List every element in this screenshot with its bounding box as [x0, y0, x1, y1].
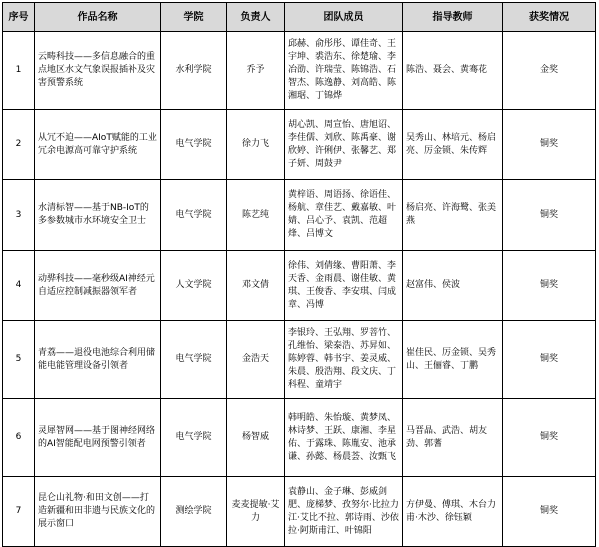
cell-college: 水利学院: [161, 32, 227, 110]
table-row: [3, 32, 596, 110]
cell-award: 铜奖: [503, 477, 596, 547]
cell-no: 3: [3, 180, 35, 251]
header-name: 作品名称: [35, 3, 161, 32]
cell-name: 灵犀智网——基于图神经网络的AI智能配电网预警引领者: [35, 399, 161, 477]
cell-leader: 徐力飞: [227, 110, 285, 180]
header-team: 团队成员: [285, 3, 403, 32]
cell-leader: 麦麦提敏·艾力: [227, 477, 285, 547]
cell-team: 韩明皓、朱怡璇、黄梦凤、林诗梦、王跃、康湘、李星佑、于露珠、陈胤安、池承谦、孙懿、杨晨荟、汝甄飞: [285, 399, 403, 477]
cell-college: 人文学院: [161, 251, 227, 321]
cell-teacher: 马晋晶、武浩、胡友劲、郭蓍: [403, 399, 503, 477]
table-row: [3, 251, 596, 321]
table-row: [3, 399, 596, 477]
cell-award: 铜奖: [503, 180, 596, 251]
cell-no: 4: [3, 251, 35, 321]
cell-no: 5: [3, 321, 35, 399]
cell-teacher: 杨启亮、许海鹭、张美燕: [403, 180, 503, 251]
cell-team: 袁静山、金子琳、彭威剑肥、庞梯梦、孜努尔·比拉力江·艾比不拉、郭诗雨、沙依拉·阿斯甫江、叶锦阳: [285, 477, 403, 547]
cell-name: 云畴科技——多信息融合的重点地区水文气象误报插补及灾害预警系统: [35, 32, 161, 110]
cell-leader: 金浩天: [227, 321, 285, 399]
cell-name: 青荔——退役电池综合利用储能电能管理设备引领者: [35, 321, 161, 399]
cell-award: 铜奖: [503, 399, 596, 477]
cell-leader: 乔予: [227, 32, 285, 110]
cell-name: 从冗不迫——AIoT赋能的工业冗余电源高可靠守护系统: [35, 110, 161, 180]
cell-no: 1: [3, 32, 35, 110]
cell-college: 电气学院: [161, 399, 227, 477]
cell-leader: 杨智威: [227, 399, 285, 477]
cell-college: 电气学院: [161, 110, 227, 180]
cell-team: 李银玲、王弘翔、罗菩竹、孔维怡、梁泰浩、苏昇如、陈婷蓉、韩书宇、姜灵威、朱晨、殷浩翔、段文庆、丁科程、童靖宇: [285, 321, 403, 399]
header-award: 获奖情况: [503, 3, 596, 32]
cell-no: 6: [3, 399, 35, 477]
table-row: [3, 180, 596, 251]
cell-team: 邱赫、俞彤彤、谭佳奇、王宇坤、裘浩东、徐楚瑜、李冶劭、许瑞莹、陈锦浩、石智杰、陈逸静、刘高皓、陈湘琚、丁锦烨: [285, 32, 403, 110]
cell-team: 胡心凯、周宣怡、唐旭诏、李佳儒、刘欣、陈禹豪、谢欣婷、许俐伊、张馨艺、郑子妍、周鼓尹: [285, 110, 403, 180]
cell-award: 金奖: [503, 32, 596, 110]
cell-team: 徐伟、刘倩缘、曹阳萧、李天香、金雨晨、谢佳敏、黄琪、王俊香、李安琪、闫成章、冯博: [285, 251, 403, 321]
cell-leader: 邓文倩: [227, 251, 285, 321]
header-leader: 负责人: [227, 3, 285, 32]
cell-teacher: 吴秀山、林培元、杨启亮、厉金锁、朱传辉: [403, 110, 503, 180]
cell-name: 动骅科技——毫秒级AI神经元自适应控制减振器领军者: [35, 251, 161, 321]
cell-college: 电气学院: [161, 180, 227, 251]
cell-team: 黄梓语、周语扬、徐语佳、杨航、章佳艺、戴嘉敏、叶婧、吕心予、袁凯、范超烽、吕博文: [285, 180, 403, 251]
cell-teacher: 方伊曼、傅琪、木台力甫·木沙、徐钰颖: [403, 477, 503, 547]
cell-no: 2: [3, 110, 35, 180]
cell-award: 铜奖: [503, 251, 596, 321]
cell-teacher: 陈浩、聂会、黄骞花: [403, 32, 503, 110]
cell-leader: 陈艺纯: [227, 180, 285, 251]
cell-name: 水清标智——基于NB-IoT的多参数城市水环境安全卫士: [35, 180, 161, 251]
awards-table: [2, 2, 596, 547]
cell-teacher: 崔佳民、厉金锁、吴秀山、王俪睿、丁鹏: [403, 321, 503, 399]
header-teacher: 指导教师: [403, 3, 503, 32]
table-row: [3, 110, 596, 180]
cell-college: 电气学院: [161, 321, 227, 399]
header-no: 序号: [3, 3, 35, 32]
cell-no: 7: [3, 477, 35, 547]
header-college: 学院: [161, 3, 227, 32]
table-row: [3, 321, 596, 399]
cell-college: 测绘学院: [161, 477, 227, 547]
table-row: [3, 477, 596, 547]
cell-award: 铜奖: [503, 321, 596, 399]
cell-teacher: 赵富伟、侯波: [403, 251, 503, 321]
cell-name: 昆仑山礼物·和田文创——打造新疆和田非遗与民族文化的展示窗口: [35, 477, 161, 547]
header-row: [3, 3, 596, 32]
cell-award: 铜奖: [503, 110, 596, 180]
